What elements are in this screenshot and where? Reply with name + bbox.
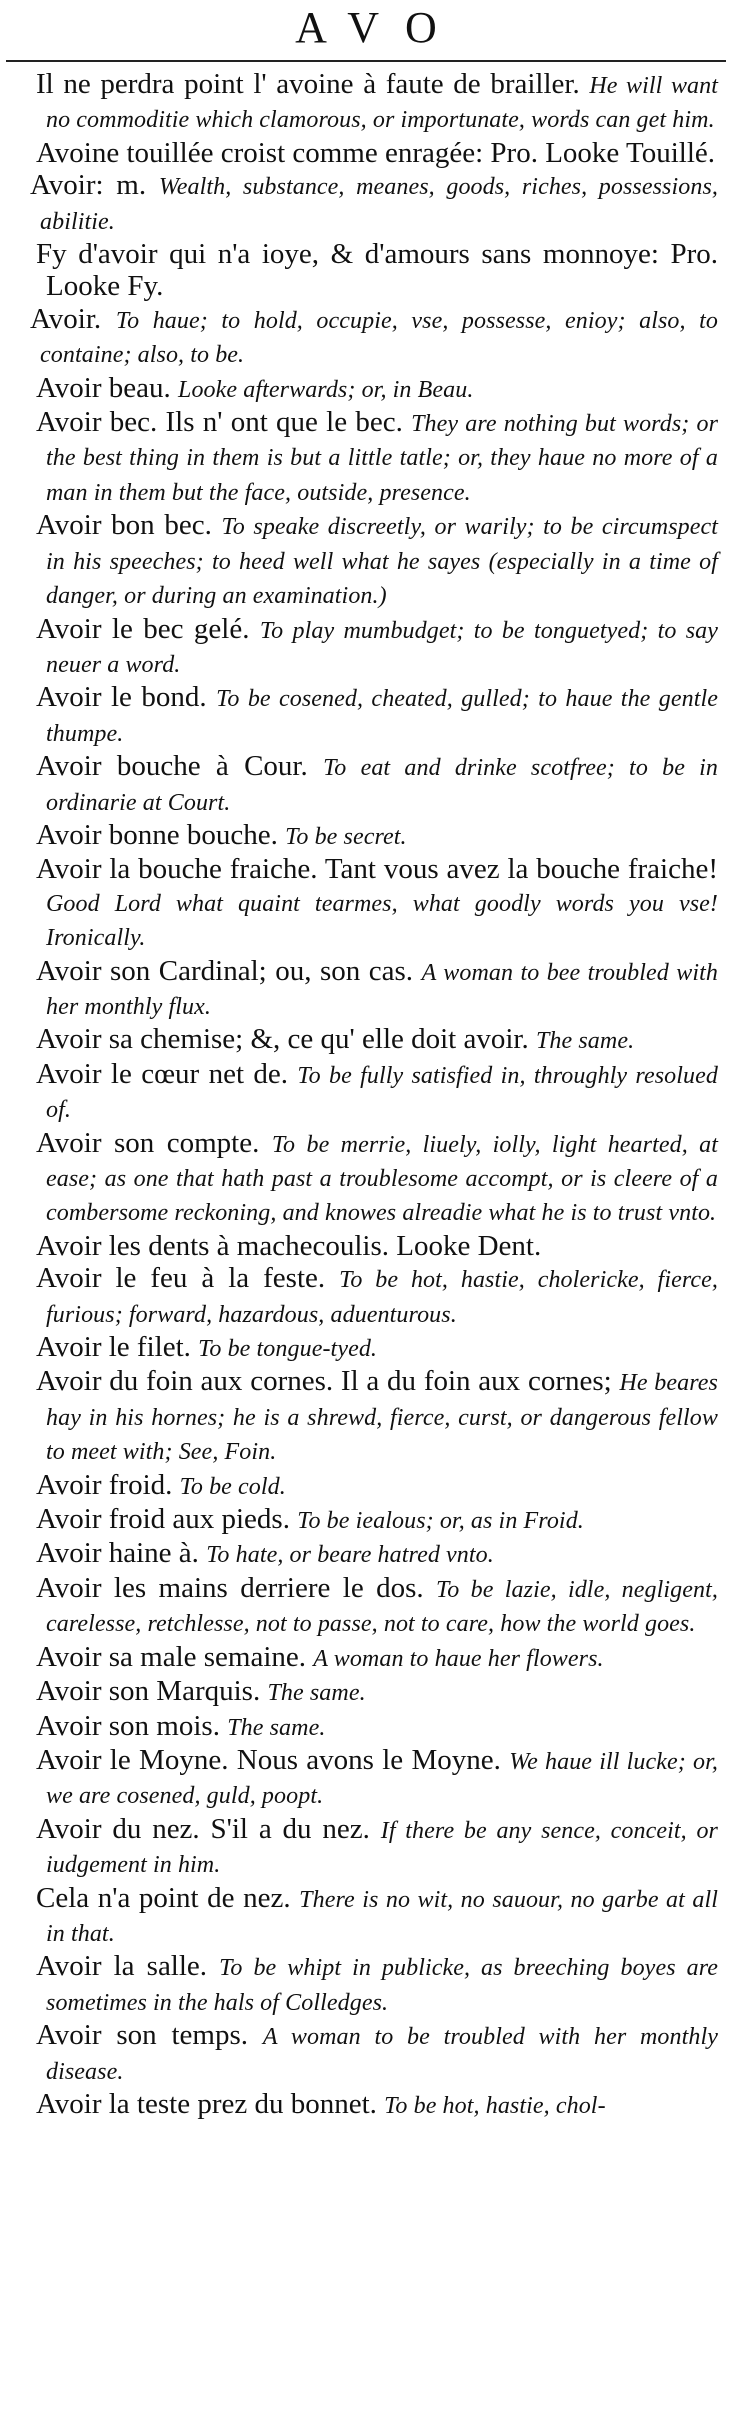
sub-entry xyxy=(36,1882,718,1951)
english-gloss: If there be any sence, conceit, or iudgement in him. xyxy=(46,1817,718,1879)
sub-entry xyxy=(36,819,718,853)
french-phrase: Avoir son mois. xyxy=(36,1709,220,1742)
sub-entry xyxy=(36,955,718,1024)
french-phrase: Avoir le bond. xyxy=(36,681,207,714)
sub-entry xyxy=(36,1813,718,1882)
english-gloss: A woman to be troubled with her monthly disease. xyxy=(46,2024,719,2085)
french-phrase: Avoir son compte. xyxy=(36,1126,260,1159)
sub-entry xyxy=(36,1230,718,1262)
french-phrase: Avoir bec. Ils n' ont que le bec. xyxy=(36,406,403,439)
sub-entry xyxy=(36,1950,718,2019)
sub-entry xyxy=(36,750,718,819)
french-phrase: Avoir son Cardinal; ou, son cas. xyxy=(36,954,414,987)
english-gloss: There is no wit, no sauour, no garbe at all in that. xyxy=(46,1886,718,1947)
french-phrase: Avoir du foin aux cornes. Il a du foin aux cornes; xyxy=(36,1365,612,1398)
french-phrase: Avoir froid aux pieds. xyxy=(36,1503,290,1536)
french-phrase: Avoir le filet. xyxy=(36,1331,191,1364)
sub-entry xyxy=(36,1675,718,1709)
english-gloss: They are nothing but words; or the best thing in them is but a little tatle; or, they haue no more of a man in them but the face, outside, presence. xyxy=(46,411,719,506)
sub-entry xyxy=(36,2019,718,2088)
english-gloss: Good Lord what quaint tearmes, what goodly words you vse! Ironically. xyxy=(46,890,718,952)
french-phrase: Avoir la bouche fraiche. Tant vous avez la bouche fraiche! xyxy=(36,853,718,886)
headword-entry xyxy=(6,303,718,372)
sub-entry xyxy=(36,613,718,682)
french-phrase: Avoir le Moyne. Nous avons le Moyne. xyxy=(36,1743,501,1776)
sub-entry xyxy=(36,1710,718,1744)
english-gloss: We haue ill lucke; or, we are cosened, guld, poopt. xyxy=(46,1748,719,1810)
french-phrase: Avoir son Marquis. xyxy=(36,1675,261,1708)
french-phrase: Avoir le cœur net de. xyxy=(36,1057,289,1090)
sub-entry xyxy=(36,1572,718,1641)
english-gloss: To be cosened, cheated, gulled; to haue the gentle thumpe. xyxy=(46,686,718,747)
english-gloss: To haue; to hold, occupie, vse, possesse, enioy; also, to containe; also, to be. xyxy=(40,307,718,369)
sub-entry xyxy=(36,681,718,750)
french-phrase: Avoir son temps. xyxy=(36,2019,249,2052)
sub-entry xyxy=(36,1331,718,1365)
header-rule xyxy=(6,60,726,62)
english-gloss: To be hot, hastie, chol- xyxy=(384,2092,606,2119)
english-gloss: To speake discreetly, or warily; to be circumspect in his speeches; to heed well what he sayes (especially in a time of danger, or during an examination.) xyxy=(46,514,719,610)
french-phrase: Avoir la teste prez du bonnet. xyxy=(36,2087,377,2120)
english-gloss: To eat and drinke scotfree; to be in ordinarie at Court. xyxy=(46,755,718,816)
english-gloss: To be cold. xyxy=(179,1473,286,1500)
french-phrase: Avoir le bec gelé. xyxy=(36,612,250,645)
sub-entry xyxy=(36,1262,718,1331)
french-phrase: Cela n'a point de nez. xyxy=(36,1881,291,1914)
sub-entry xyxy=(36,1537,718,1571)
sub-entry xyxy=(36,853,718,954)
french-phrase: Avoir. xyxy=(30,302,102,335)
sub-entry xyxy=(36,1744,718,1813)
french-phrase: Avoir sa male semaine. xyxy=(36,1640,307,1673)
sub-entry xyxy=(36,372,718,406)
english-gloss: To be tongue-tyed. xyxy=(198,1336,378,1363)
sub-entry xyxy=(36,2088,718,2122)
french-phrase: Avoir les dents à machecoulis. Looke Dent. xyxy=(36,1229,542,1262)
french-phrase: Avoir: m. xyxy=(30,169,147,202)
sub-entry xyxy=(36,1641,718,1675)
page-header xyxy=(0,0,732,60)
english-gloss: Looke afterwards; or, in Beau. xyxy=(178,376,474,403)
french-phrase: Avoir le feu à la feste. xyxy=(36,1262,326,1295)
english-gloss: The same. xyxy=(267,1680,366,1707)
sub-entry xyxy=(36,1503,718,1537)
english-gloss: He beares hay in his hornes; he is a shrewd, fierce, curst, or dangerous fellow to meet with; See, Foin. xyxy=(46,1370,718,1466)
english-gloss: To be whipt in publicke, as breeching boyes are sometimes in the hals of Colledges. xyxy=(46,1955,718,2016)
english-gloss: To be hot, hastie, cholericke, fierce, furious; forward, hazardous, aduenturous. xyxy=(46,1267,718,1328)
headword-entry xyxy=(6,169,718,238)
french-phrase: Avoir bon bec. xyxy=(36,509,212,542)
english-gloss: To hate, or beare hatred vnto. xyxy=(206,1542,494,1569)
french-phrase: Avoir haine à. xyxy=(36,1537,199,1570)
sub-entry xyxy=(36,1365,718,1468)
sub-entry xyxy=(36,1058,718,1127)
english-gloss: To be lazie, idle, negligent, carelesse, retchlesse, not to passe, not to care, how the world goes. xyxy=(46,1576,718,1638)
french-phrase: Avoir beau. xyxy=(36,371,171,404)
sub-entry xyxy=(36,68,718,137)
french-phrase: Avoir les mains derriere le dos. xyxy=(36,1571,424,1604)
french-phrase: Avoine touillée croist comme enragée: Pro. Looke Touillé. xyxy=(36,136,716,169)
sub-entry xyxy=(36,406,718,509)
sub-entry xyxy=(36,1127,718,1230)
french-phrase: Avoir sa chemise; &, ce qu' elle doit avoir. xyxy=(36,1023,529,1056)
english-gloss: The same. xyxy=(227,1714,326,1741)
english-gloss: To be merrie, liuely, iolly, light hearted, at ease; as one that hath past a troublesome accompt, or is cleere of a combersome reckoning, and knowes alreadie what he is to trust vnto. xyxy=(46,1131,719,1227)
english-gloss: A woman to bee troubled with her monthly flux. xyxy=(46,959,718,1020)
french-phrase: Fy d'avoir qui n'a ioye, & d'amours sans monnoye: Pro. Looke Fy. xyxy=(36,238,718,303)
english-gloss: To be secret. xyxy=(285,823,407,850)
french-phrase: Il ne perdra point l' avoine à faute de brailler. xyxy=(36,68,580,100)
dictionary-column xyxy=(0,68,732,2434)
running-head: AVO xyxy=(295,3,463,52)
english-gloss: To play mumbudget; to be tonguetyed; to say neuer a word. xyxy=(46,617,719,678)
english-gloss: A woman to haue her flowers. xyxy=(313,1645,604,1672)
english-gloss: To be fully satisfied in, throughly resolued of. xyxy=(46,1062,718,1124)
french-phrase: Avoir du nez. S'il a du nez. xyxy=(36,1812,370,1845)
sub-entry xyxy=(36,1023,718,1057)
french-phrase: Avoir bonne bouche. xyxy=(36,818,278,851)
sub-entry xyxy=(36,509,718,612)
sub-entry xyxy=(36,238,718,303)
english-gloss: He will want no commoditie which clamorous, or importunate, words can get him. xyxy=(46,73,719,134)
french-phrase: Avoir froid. xyxy=(36,1468,173,1501)
sub-entry xyxy=(36,1469,718,1503)
sub-entry xyxy=(36,137,718,169)
english-gloss: Wealth, substance, meanes, goods, riches, possessions, abilitie. xyxy=(40,174,719,235)
french-phrase: Avoir bouche à Cour. xyxy=(36,750,308,783)
french-phrase: Avoir la salle. xyxy=(36,1950,208,1983)
english-gloss: The same. xyxy=(535,1028,635,1055)
english-gloss: To be iealous; or, as in Froid. xyxy=(297,1508,584,1535)
